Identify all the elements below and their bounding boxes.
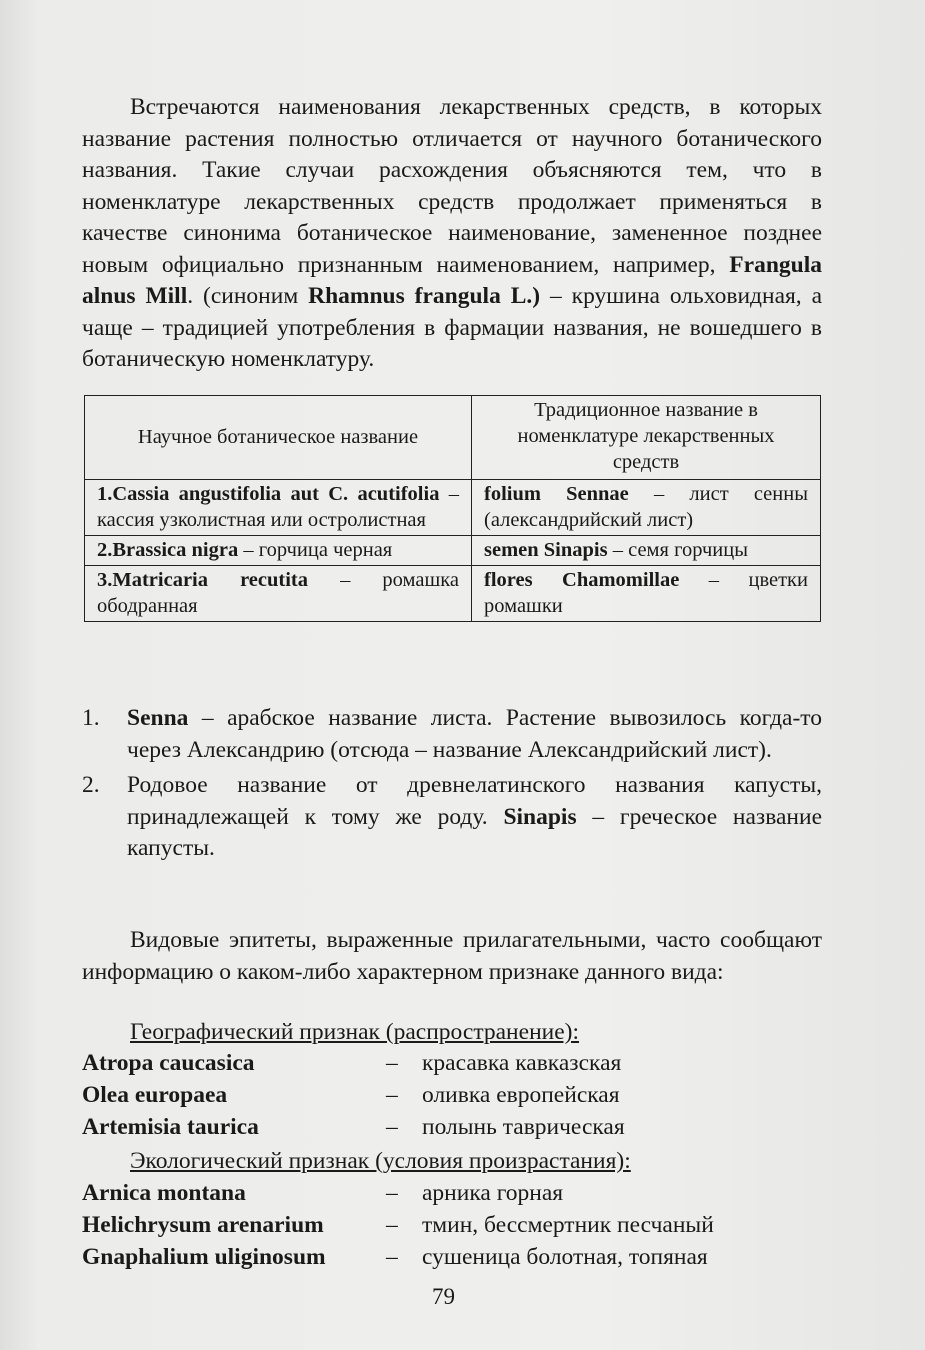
- footnote: [82, 703, 822, 766]
- list-item: [82, 1050, 822, 1081]
- russian-name: – ромашка ободранная: [97, 569, 459, 617]
- dash: –: [386, 1244, 398, 1270]
- epithets-text: Видовые эпитеты, выраженные прилагательными, часто сообщают информацию о каком-либо характерном признаке данного вида:: [82, 927, 822, 985]
- russian-name: арника горная: [422, 1180, 564, 1206]
- latin-name: Artemisia taurica: [82, 1114, 259, 1140]
- intro-text-2: . (синоним: [187, 283, 299, 309]
- latin-name: Gnaphalium uliginosum: [82, 1244, 326, 1270]
- dash: –: [386, 1114, 398, 1140]
- table-header-row: [85, 396, 821, 480]
- latin-name: 3.Matricaria recutita: [97, 569, 308, 591]
- russian-name: сушеница болотная, топяная: [422, 1244, 708, 1270]
- latin-name: Arnica montana: [82, 1180, 246, 1206]
- footnotes: [82, 703, 822, 869]
- footnote-text: [127, 770, 822, 865]
- russian-name: – горчица черная: [238, 539, 393, 561]
- latin-name: flores Chamomillae: [484, 569, 680, 591]
- table-row: [85, 480, 821, 536]
- list-item: [82, 1180, 822, 1211]
- intro-text-1: Встречаются наименования лекарственных средств, в которых название растения полностью отличается от научного ботанического названия. Такие случаи расхождения объясняются тем, что в номенклатуре лекарственных средств продолжает применяться в качестве синонима ботаническое наименование, замененное позднее новым официально признанным наименованием, например,: [82, 94, 822, 278]
- footnote: [82, 770, 822, 865]
- page-number: 79: [432, 1284, 455, 1309]
- russian-name: красавка кавказская: [422, 1050, 622, 1076]
- latin-name: 2.Brassica nigra: [97, 539, 239, 561]
- footnote-number: 2.: [82, 772, 100, 798]
- geo-heading: Географический признак (распространение):: [130, 1019, 580, 1045]
- latin-name: 1.Cassia angustifolia aut C. acutifolia: [97, 483, 440, 505]
- russian-name: полынь таврическая: [422, 1114, 625, 1140]
- list-item: [82, 1114, 822, 1145]
- table-cell-botanical: [85, 536, 472, 566]
- eco-heading: Экологический признак (условия произрастания):: [130, 1148, 631, 1174]
- russian-name: – лист сенны (александрийский лист): [484, 483, 808, 531]
- dash: –: [386, 1212, 398, 1238]
- table-cell-botanical: [85, 566, 472, 622]
- russian-name: оливка европейская: [422, 1082, 620, 1108]
- footnote-term: Sinapis: [503, 803, 577, 830]
- latin-name: semen Sinapis: [484, 539, 608, 561]
- intro-term-frangula: Frangula alnus Mill: [82, 251, 823, 309]
- intro-text-3: – крушина ольховидная, а чаще – традицией употребления в фармации названия, не вошедшего в ботаническую номенклатуру.: [82, 283, 823, 372]
- header-traditional: Традиционное название в номенклатуре лекарственных средств: [472, 396, 821, 480]
- footnote-body: Родовое название от древнелатинского названия капусты, принадлежащей к тому же роду.: [127, 772, 822, 830]
- header-botanical: Научное ботаническое название: [85, 396, 472, 480]
- intro-term-rhamnus: Rhamnus frangula L.): [308, 283, 541, 309]
- table-cell-botanical: [85, 480, 472, 536]
- footnote-term: Senna: [127, 705, 189, 731]
- footnote-body: – греческое название капусты.: [127, 803, 822, 861]
- footnote-text: [127, 703, 822, 766]
- dash: –: [386, 1050, 398, 1076]
- russian-name: тмин, бессмертник песчаный: [422, 1212, 714, 1238]
- names-table: [84, 395, 821, 622]
- russian-name: – цветки ромашки: [484, 569, 808, 617]
- table-cell-traditional: [472, 566, 821, 622]
- table-cell-traditional: [472, 480, 821, 536]
- table-row: [85, 536, 821, 566]
- list-item: [82, 1244, 822, 1275]
- latin-name: folium Sennae: [484, 483, 629, 505]
- latin-name: Helichrysum arenarium: [82, 1212, 324, 1238]
- russian-name: – семя горчицы: [607, 539, 748, 561]
- latin-name: Olea europaea: [82, 1082, 228, 1108]
- list-item: [82, 1082, 822, 1113]
- epithets-paragraph: [82, 925, 822, 988]
- russian-name: – кассия узколистная или остролистная: [97, 483, 460, 531]
- latin-name: Atropa caucasica: [82, 1050, 255, 1076]
- table-cell-traditional: [472, 536, 821, 566]
- table-row: [85, 566, 821, 622]
- dash: –: [386, 1180, 398, 1206]
- dash: –: [386, 1082, 398, 1108]
- footnote-body: – арабское название листа. Растение вывозилось когда-то через Александрию (отсюда – название Александрийский лист).: [127, 705, 822, 763]
- footnote-number: 1.: [82, 705, 100, 731]
- intro-paragraph: [82, 92, 822, 376]
- list-item: [82, 1212, 822, 1243]
